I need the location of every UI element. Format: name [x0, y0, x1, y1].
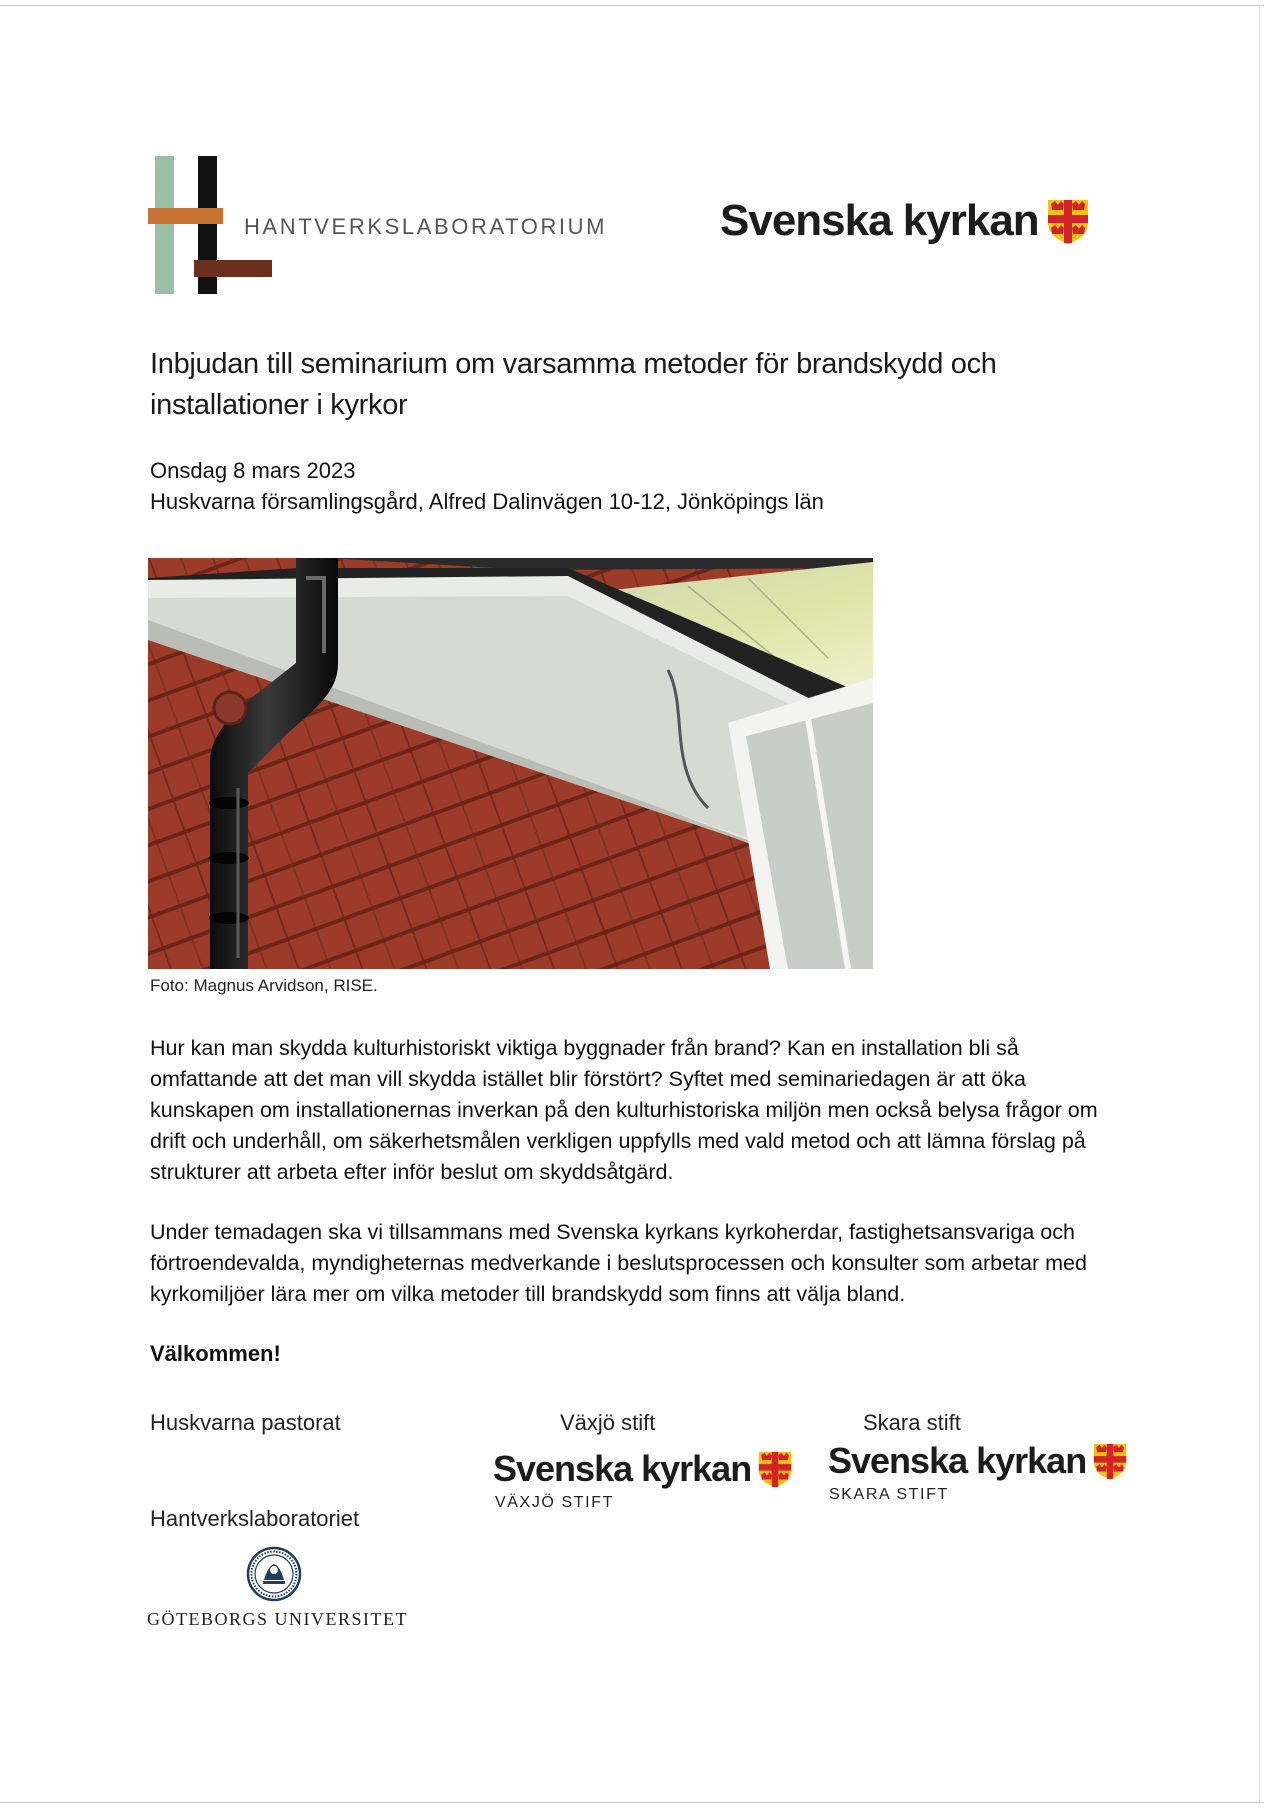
page-bottom-border: [0, 1802, 1264, 1803]
church-shield-icon: [758, 1450, 792, 1488]
church-shield-icon: [1093, 1442, 1127, 1480]
sk-logo-text: Svenska kyrkan: [720, 196, 1039, 245]
photo-gutter-downpipe: [148, 558, 873, 969]
logo-bar-green: [155, 156, 174, 294]
organizer-vaxjo-label: Växjö stift: [560, 1410, 656, 1435]
gu-logo-text: GÖTEBORGS UNIVERSITET: [147, 1609, 408, 1629]
page-right-border: [1259, 5, 1260, 1802]
hantverkslaboratorium-logo: [148, 156, 608, 296]
svenska-kyrkan-logo: [720, 196, 1089, 246]
skara-logo-sub: SKARA STIFT: [829, 1486, 949, 1503]
page-top-border: [0, 5, 1264, 6]
photo-caption: Foto: Magnus Arvidson, RISE.: [150, 976, 378, 995]
photo-illustration: [148, 558, 873, 969]
page-title: Inbjudan till seminarium om varsamma metoder för brandskydd och installationer i kyrkor: [150, 348, 997, 421]
vaxjo-logo-text: Svenska kyrkan: [493, 1448, 752, 1489]
organizer-huskvarna: Huskvarna pastorat: [150, 1410, 341, 1435]
logo-bar-brown: [194, 260, 272, 277]
church-shield-icon: [1047, 198, 1089, 244]
hl-logo-text: HANTVERKSLABORATORIUM: [244, 214, 608, 239]
event-location: Huskvarna församlingsgård, Alfred Dalinvägen 10-12, Jönköpings län: [150, 489, 824, 514]
skara-stift-logo: [828, 1440, 1127, 1482]
body-paragraph-2: Under temadagen ska vi tillsammans med Svenska kyrkans kyrkoherdar, fastighetsansvariga och förtroendevalda, myndigheternas medverkande i beslutsprocessen och konsulter som arbetar med kyrkomiljöer lära mer om vilka metoder till brandskydd som finns att välja bland.: [150, 1220, 1087, 1306]
skara-logo-text: Svenska kyrkan: [828, 1440, 1087, 1481]
body-paragraph-1: Hur kan man skydda kulturhistoriskt viktiga byggnader från brand? Kan en installation bli så omfattande att det man vill skydda istället blir förstört? Syftet med seminariedagen är att öka kunskapen om installationernas inverkan på den kulturhistoriska miljön men också belysa frågor om drift och underhåll, om säkerhetsmålen verkligen uppfylls med vald metod och att lämna förslag på strukturer att arbeta efter inför beslut om skyddsåtgärd.: [150, 1036, 1098, 1184]
gu-seal-icon: [246, 1546, 302, 1602]
welcome-text: Välkommen!: [150, 1341, 281, 1366]
event-date: Onsdag 8 mars 2023: [150, 458, 356, 483]
vaxjo-logo-sub: VÄXJÖ STIFT: [495, 1494, 614, 1511]
vaxjo-stift-logo: [493, 1448, 792, 1490]
organizer-hantverkslaboratoriet: Hantverkslaboratoriet: [150, 1506, 360, 1531]
organizer-skara-label: Skara stift: [863, 1410, 961, 1435]
logo-bar-orange: [148, 208, 223, 224]
event-info: [150, 455, 1090, 517]
